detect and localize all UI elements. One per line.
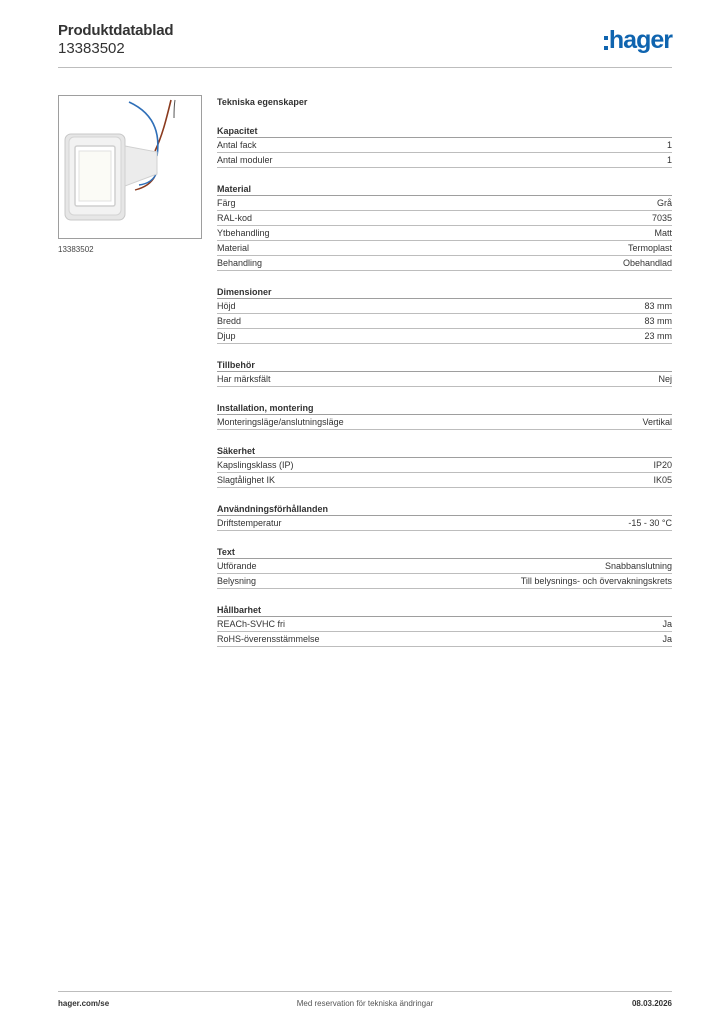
spec-row (217, 196, 672, 211)
spec-row (217, 138, 672, 153)
spec-value: Obehandlad (622, 258, 672, 268)
logo-text: hager (608, 26, 672, 54)
logo-mark-icon (604, 36, 608, 50)
spec-row (217, 473, 672, 488)
product-image (58, 95, 202, 239)
spec-label: Bredd (217, 316, 242, 326)
spec-value: Ja (662, 634, 672, 644)
spec-row (217, 516, 672, 531)
spec-value: Nej (658, 374, 672, 384)
spec-row (217, 226, 672, 241)
footer-website: hager.com/se (58, 999, 110, 1008)
spec-value: -15 - 30 °C (628, 518, 672, 528)
spec-row (217, 458, 672, 473)
spec-section (217, 124, 672, 168)
spec-label: Slagtålighet IK (217, 475, 276, 485)
spec-value: Ja (662, 619, 672, 629)
spec-row (217, 617, 672, 632)
spec-row (217, 211, 672, 226)
spec-label: Utförande (217, 561, 257, 571)
spec-value: Vertikal (642, 417, 672, 427)
spec-row (217, 415, 672, 430)
footer-date: 08.03.2026 (631, 999, 672, 1008)
spec-section (217, 285, 672, 344)
spec-label: Djup (217, 331, 236, 341)
spec-section (217, 182, 672, 271)
spec-value: Grå (656, 198, 672, 208)
spec-value: 83 mm (644, 316, 672, 326)
product-number: 13383502 (58, 40, 125, 57)
hager-logo (604, 28, 672, 53)
spec-label: Belysning (217, 576, 257, 586)
spec-row (217, 574, 672, 589)
footer-disclaimer: Med reservation för tekniska ändringar (296, 999, 434, 1008)
spec-label: Antal moduler (217, 155, 273, 165)
spec-row (217, 299, 672, 314)
spec-row (217, 256, 672, 271)
page-title: Produktdatablad (58, 22, 174, 39)
spec-value: 83 mm (644, 301, 672, 311)
spec-section (217, 401, 672, 430)
spec-value: 23 mm (644, 331, 672, 341)
spec-row (217, 372, 672, 387)
spec-section (217, 545, 672, 589)
spec-value: Snabbanslutning (604, 561, 672, 571)
spec-label: Kapslingsklass (IP) (217, 460, 294, 470)
spec-label: RAL-kod (217, 213, 253, 223)
spec-label: Material (217, 243, 250, 253)
section-title: Användningsförhållanden (217, 502, 672, 516)
image-caption: 13383502 (58, 245, 94, 254)
section-title: Kapacitet (217, 124, 672, 138)
spec-label: REACh-SVHC fri (217, 619, 286, 629)
spec-value: 7035 (651, 213, 672, 223)
spec-label: Har märksfält (217, 374, 271, 384)
spec-value: 1 (666, 140, 672, 150)
section-title: Installation, montering (217, 401, 672, 415)
page-header (58, 22, 672, 68)
specs-sections (217, 124, 672, 647)
spec-section (217, 603, 672, 647)
spec-value: 1 (666, 155, 672, 165)
spec-label: Höjd (217, 301, 236, 311)
spec-row (217, 632, 672, 647)
spec-label: Driftstemperatur (217, 518, 282, 528)
spec-value: Matt (654, 228, 672, 238)
section-title: Säkerhet (217, 444, 672, 458)
section-title: Tillbehör (217, 358, 672, 372)
spec-section (217, 502, 672, 531)
section-title: Material (217, 182, 672, 196)
spec-label: Behandling (217, 258, 263, 268)
product-frame-illustration (59, 96, 201, 238)
spec-value: IK05 (653, 475, 672, 485)
spec-label: Ytbehandling (217, 228, 270, 238)
specs-title: Tekniska egenskaper (217, 97, 308, 107)
technical-specs (217, 96, 672, 647)
spec-value: Termoplast (627, 243, 672, 253)
section-title: Text (217, 545, 672, 559)
spec-row (217, 241, 672, 256)
spec-row (217, 153, 672, 168)
spec-section (217, 444, 672, 488)
spec-label: RoHS-överensstämmelse (217, 634, 320, 644)
spec-value: Till belysnings- och övervakningskrets (520, 576, 672, 586)
spec-label: Färg (217, 198, 236, 208)
spec-section (217, 358, 672, 387)
spec-value: IP20 (653, 460, 672, 470)
section-title: Dimensioner (217, 285, 672, 299)
spec-label: Monteringsläge/anslutningsläge (217, 417, 344, 427)
section-title: Hållbarhet (217, 603, 672, 617)
spec-row (217, 314, 672, 329)
spec-label: Antal fack (217, 140, 257, 150)
page-footer (58, 991, 672, 1011)
spec-row (217, 559, 672, 574)
spec-row (217, 329, 672, 344)
